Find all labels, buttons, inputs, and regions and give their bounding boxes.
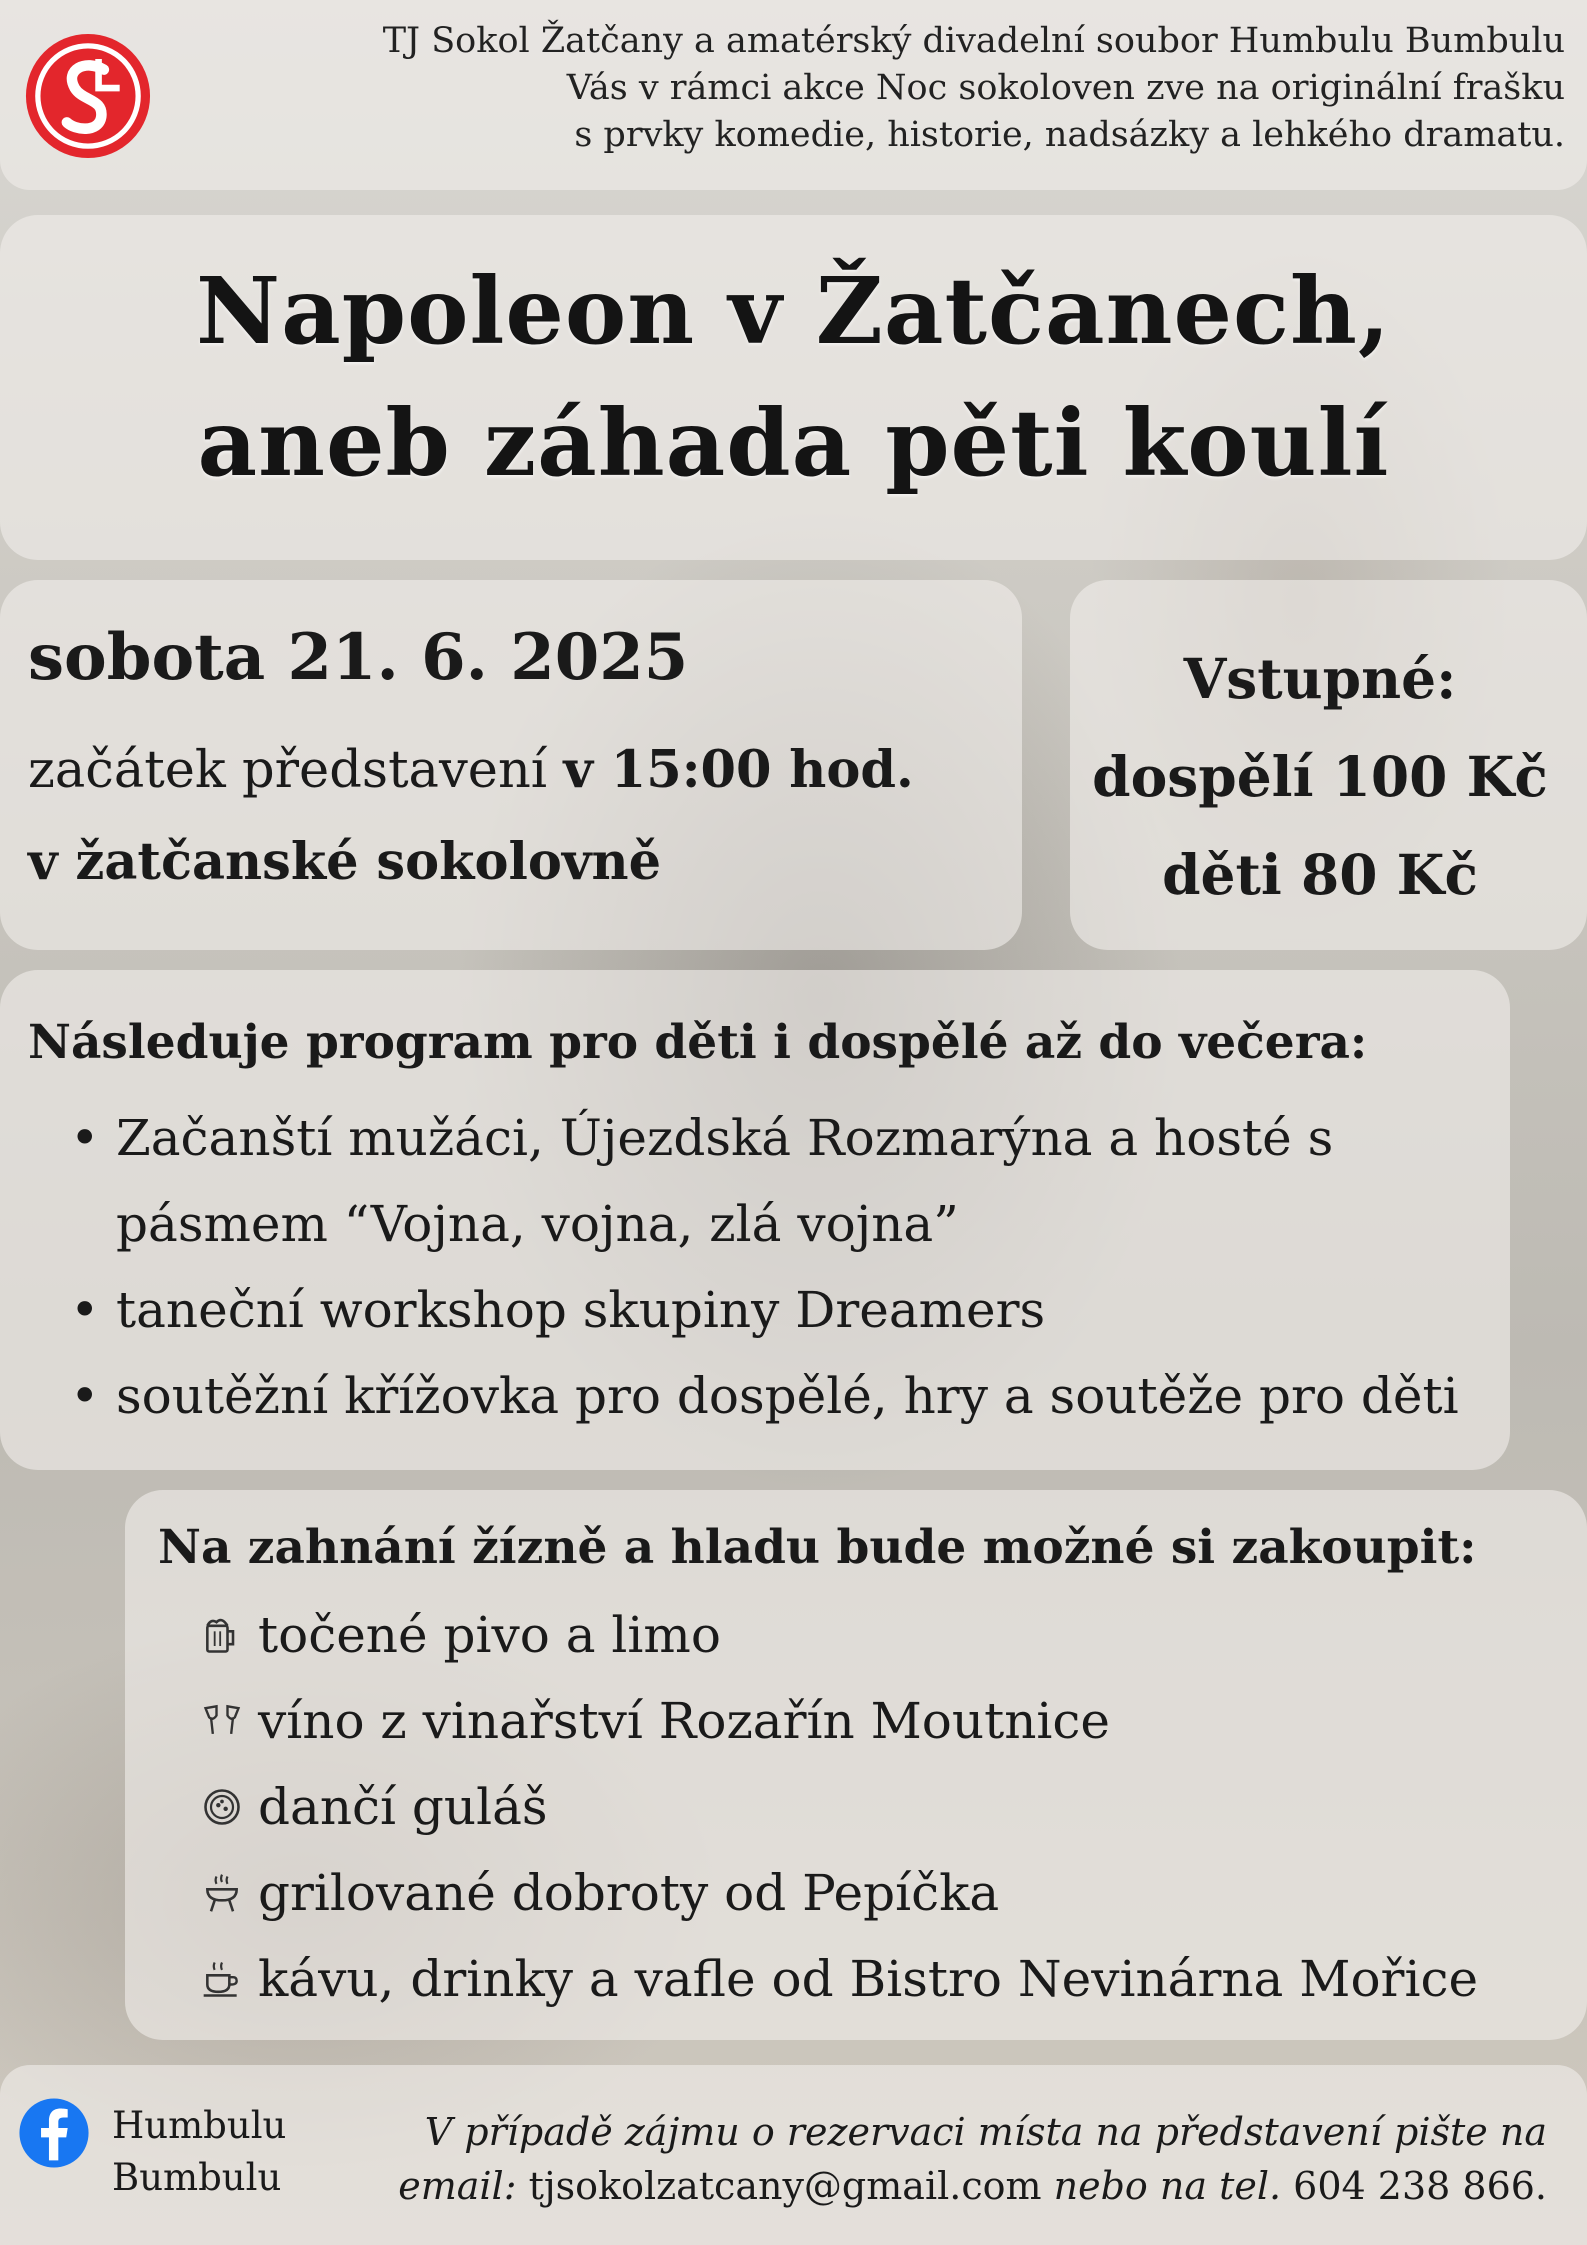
contact-line-1: V případě zájmu o rezervaci místa na představení pište na bbox=[424, 2110, 1547, 2154]
title-line-2: aneb záhada pěti koulí bbox=[197, 389, 1390, 497]
list-item-continuation: pásmem “Vojna, vojna, zlá vojna” bbox=[116, 1195, 959, 1253]
price-adults: dospělí 100 Kč bbox=[1092, 744, 1548, 809]
contact-email[interactable]: tjsokolzatcany@gmail.com bbox=[528, 2164, 1042, 2208]
facebook-name-line-2: Bumbulu bbox=[112, 2156, 282, 2199]
title-line-1: Napoleon v Žatčanech, bbox=[196, 257, 1391, 365]
food-item-label: víno z vinařství Rozařín Moutnice bbox=[258, 1692, 1110, 1750]
header-text bbox=[185, 18, 1565, 159]
event-start-time: v 15:00 hod. bbox=[563, 740, 914, 800]
list-item: • soutěžní křížovka pro dospělé, hry a soutěže pro děti bbox=[70, 1353, 1459, 1439]
beer-mug-icon bbox=[200, 1613, 244, 1657]
list-item: • Začanští mužáci, Újezdská Rozmarýna a hosté s bbox=[70, 1095, 1459, 1181]
header-line-2: Vás v rámci akce Noc sokoloven zve na originální frašku bbox=[566, 68, 1565, 108]
contact-email-label: email: bbox=[398, 2164, 517, 2208]
list-item bbox=[200, 1592, 1478, 1678]
goulash-bowl-icon bbox=[200, 1785, 244, 1829]
food-item-label: točené pivo a limo bbox=[258, 1606, 721, 1664]
food-item-label: dančí guláš bbox=[258, 1778, 548, 1836]
coffee-cup-icon bbox=[200, 1957, 244, 2001]
price-children: děti 80 Kč bbox=[1162, 842, 1478, 907]
wine-glasses-icon bbox=[200, 1699, 244, 1743]
program-list bbox=[70, 1095, 1459, 1439]
list-item: • taneční workshop skupiny Dreamers bbox=[70, 1267, 1459, 1353]
event-date: sobota 21. 6. 2025 bbox=[28, 620, 689, 695]
price-block bbox=[1075, 630, 1565, 924]
page-title bbox=[0, 245, 1587, 509]
event-start-prefix: začátek představení bbox=[28, 741, 548, 800]
contact-or: nebo na tel. bbox=[1053, 2164, 1282, 2208]
program-heading: Následuje program pro děti i dospělé až do večera: bbox=[28, 1015, 1368, 1070]
contact-info bbox=[398, 2105, 1547, 2213]
event-place: v žatčanské sokolovně bbox=[28, 832, 662, 892]
list-item bbox=[200, 1764, 1478, 1850]
price-label: Vstupné: bbox=[1183, 646, 1457, 711]
facebook-name-line-1: Humbulu bbox=[112, 2104, 287, 2147]
food-list bbox=[200, 1592, 1478, 2022]
list-item bbox=[200, 1936, 1478, 2022]
header-line-1: TJ Sokol Žatčany a amatérský divadelní soubor Humbulu Bumbulu bbox=[382, 21, 1565, 61]
food-item-label: kávu, drinky a vafle od Bistro Nevinárna Mořice bbox=[258, 1950, 1479, 2008]
food-item-label: grilované dobroty od Pepíčka bbox=[258, 1864, 1000, 1922]
event-start bbox=[28, 740, 914, 800]
facebook-icon[interactable] bbox=[18, 2097, 90, 2169]
header-line-3: s prvky komedie, historie, nadsázky a lehkého dramatu. bbox=[574, 115, 1565, 155]
food-heading: Na zahnání žízně a hladu bude možné si zakoupit: bbox=[158, 1520, 1477, 1575]
grill-icon bbox=[200, 1871, 244, 1915]
list-item bbox=[200, 1850, 1478, 1936]
list-item bbox=[200, 1678, 1478, 1764]
facebook-page-name[interactable] bbox=[112, 2100, 286, 2204]
contact-phone[interactable]: 604 238 866. bbox=[1293, 2164, 1547, 2208]
sokol-logo-icon bbox=[22, 30, 154, 162]
